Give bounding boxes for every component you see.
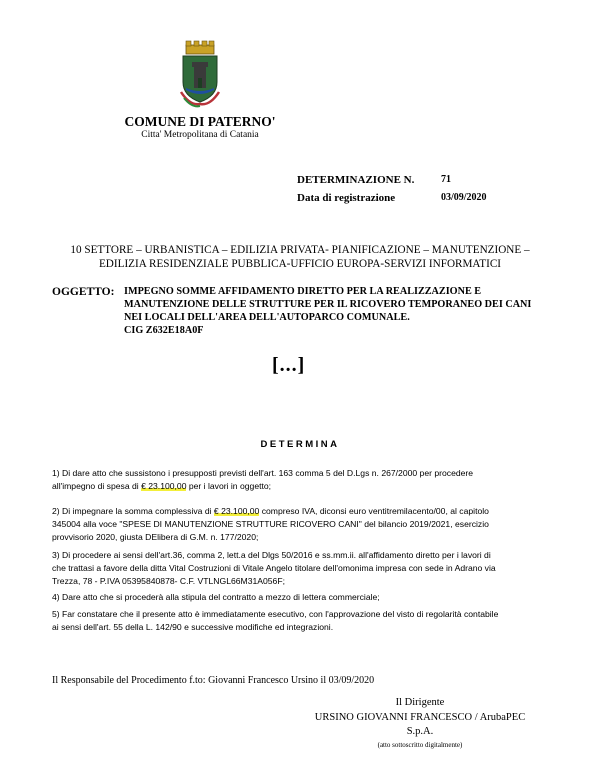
item-2 — [52, 505, 489, 544]
signature-company: S.p.A. — [406, 726, 434, 737]
municipality-subtitle: Citta' Metropolitana di Catania — [141, 130, 259, 140]
sector-line-1: 10 SETTORE – URBANISTICA – EDILIZIA PRIVATA- PIANIFICAZIONE – MANUTENZIONE – — [70, 244, 530, 256]
determination-number-label: DETERMINAZIONE N. — [297, 174, 415, 186]
subject-line-3: NEI LOCALI DELL'AREA DELL'AUTOPARCO COMUNALE. — [124, 312, 410, 323]
item-4 — [52, 591, 380, 604]
coat-of-arms-icon — [178, 40, 222, 110]
item-2-line-1-start: 2) Di impegnare la somma complessiva di — [52, 506, 214, 516]
item-2-line-1 — [52, 505, 489, 518]
item-3-line-3: Trezza, 78 - P.IVA 05395840878- C.F. VTLNGL66M31A056F; — [52, 576, 285, 586]
item-1-line-2-end: per i lavori in oggetto; — [186, 481, 272, 491]
item-5-line-1: 5) Far constatare che il presente atto è immediatamente esecutivo, con l'approvazione del visto di regolarità contabile — [52, 609, 499, 619]
subject-cig: CIG Z632E18A0F — [124, 325, 204, 336]
signature-note: (atto sottoscritto digitalmente) — [377, 741, 463, 749]
subject-label: OGGETTO: — [52, 286, 115, 298]
item-3-line-1: 3) Di procedere ai sensi dell'art.36, comma 2, lett.a del Dlgs 50/2016 e ss.mm.ii. all'affidamento diretto per i lavori di — [52, 550, 491, 560]
item-1-amount: € 23.100,00 — [141, 481, 187, 491]
item-3-line-2: che trattasi a favore della ditta Vital Costruzioni di Vitale Angelo titolare dell'omonima impresa con sede in Adrano via — [52, 563, 496, 573]
item-2-line-3: provvisorio 2020, giusta DElibera di G.M. n. 177/2020; — [52, 532, 259, 542]
determina-heading: DETERMINA — [260, 439, 340, 450]
signature-title: Il Dirigente — [395, 697, 445, 708]
procedure-responsible: Il Responsabile del Procedimento f.to: Giovanni Francesco Ursino il 03/09/2020 — [52, 675, 375, 686]
determination-number-value: 71 — [441, 174, 451, 185]
registration-date-label: Data di registrazione — [297, 192, 396, 204]
signature-name: URSINO GIOVANNI FRANCESCO / ArubaPEC — [314, 712, 526, 723]
item-2-line-2: 345004 alla voce "SPESE DI MANUTENZIONE STRUTTURE RICOVERO CANI" del bilancio 2019/2021, esercizio — [52, 519, 489, 529]
item-5-line-2: ai sensi dell'art. 55 della L. 142/90 e successive modifiche ed integrazioni. — [52, 622, 334, 632]
item-2-amount: € 23.100,00 — [213, 506, 260, 516]
subject-line-2: MANUTENZIONE DELLE STRUTTURE PER IL RICOVERO TEMPORANEO DEI CANI — [124, 299, 532, 310]
municipality-name: COMUNE DI PATERNO' — [124, 114, 276, 129]
item-1 — [52, 467, 473, 493]
item-2-line-1-end: compreso IVA, diconsi euro ventitremilacento/00, al capitolo — [259, 506, 489, 516]
omitted-text-marker: [...] — [272, 354, 306, 376]
item-3 — [52, 549, 496, 588]
item-1-line-1: 1) Di dare atto che sussistono i presupposti previsti dell'art. 163 comma 5 del D.Lgs n. 267/2000 per procedere — [52, 468, 474, 478]
item-1-line-2 — [52, 480, 473, 493]
sector-line-2: EDILIZIA RESIDENZIALE PUBBLICA-UFFICIO EUROPA-SERVIZI INFORMATICI — [98, 258, 502, 270]
item-4-line-1: 4) Dare atto che si procederà alla stipula del contratto a mezzo di lettera commerciale; — [52, 592, 380, 602]
registration-date-value: 03/09/2020 — [441, 192, 487, 203]
item-5 — [52, 608, 498, 634]
item-1-line-2-start: all'impegno di spesa di — [52, 481, 142, 491]
subject-line-1: IMPEGNO SOMME AFFIDAMENTO DIRETTO PER LA REALIZZAZIONE E — [124, 286, 482, 297]
